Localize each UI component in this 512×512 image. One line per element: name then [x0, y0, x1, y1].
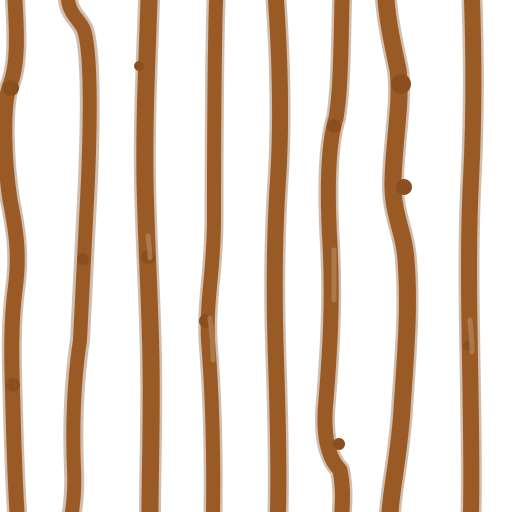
- knot-10: [396, 179, 412, 195]
- stick-4: [208, 0, 216, 512]
- highlight-3: [470, 320, 472, 352]
- knot-9: [391, 74, 411, 94]
- knot-2: [6, 378, 20, 392]
- stick-5: [275, 0, 280, 512]
- highlight-1: [148, 236, 150, 258]
- knot-3: [77, 253, 89, 265]
- knot-1: [3, 80, 19, 96]
- knot-8: [333, 438, 345, 450]
- stick-8: [469, 0, 473, 512]
- highlight-2: [210, 318, 213, 360]
- knot-7: [327, 119, 341, 133]
- knot-4: [134, 61, 144, 71]
